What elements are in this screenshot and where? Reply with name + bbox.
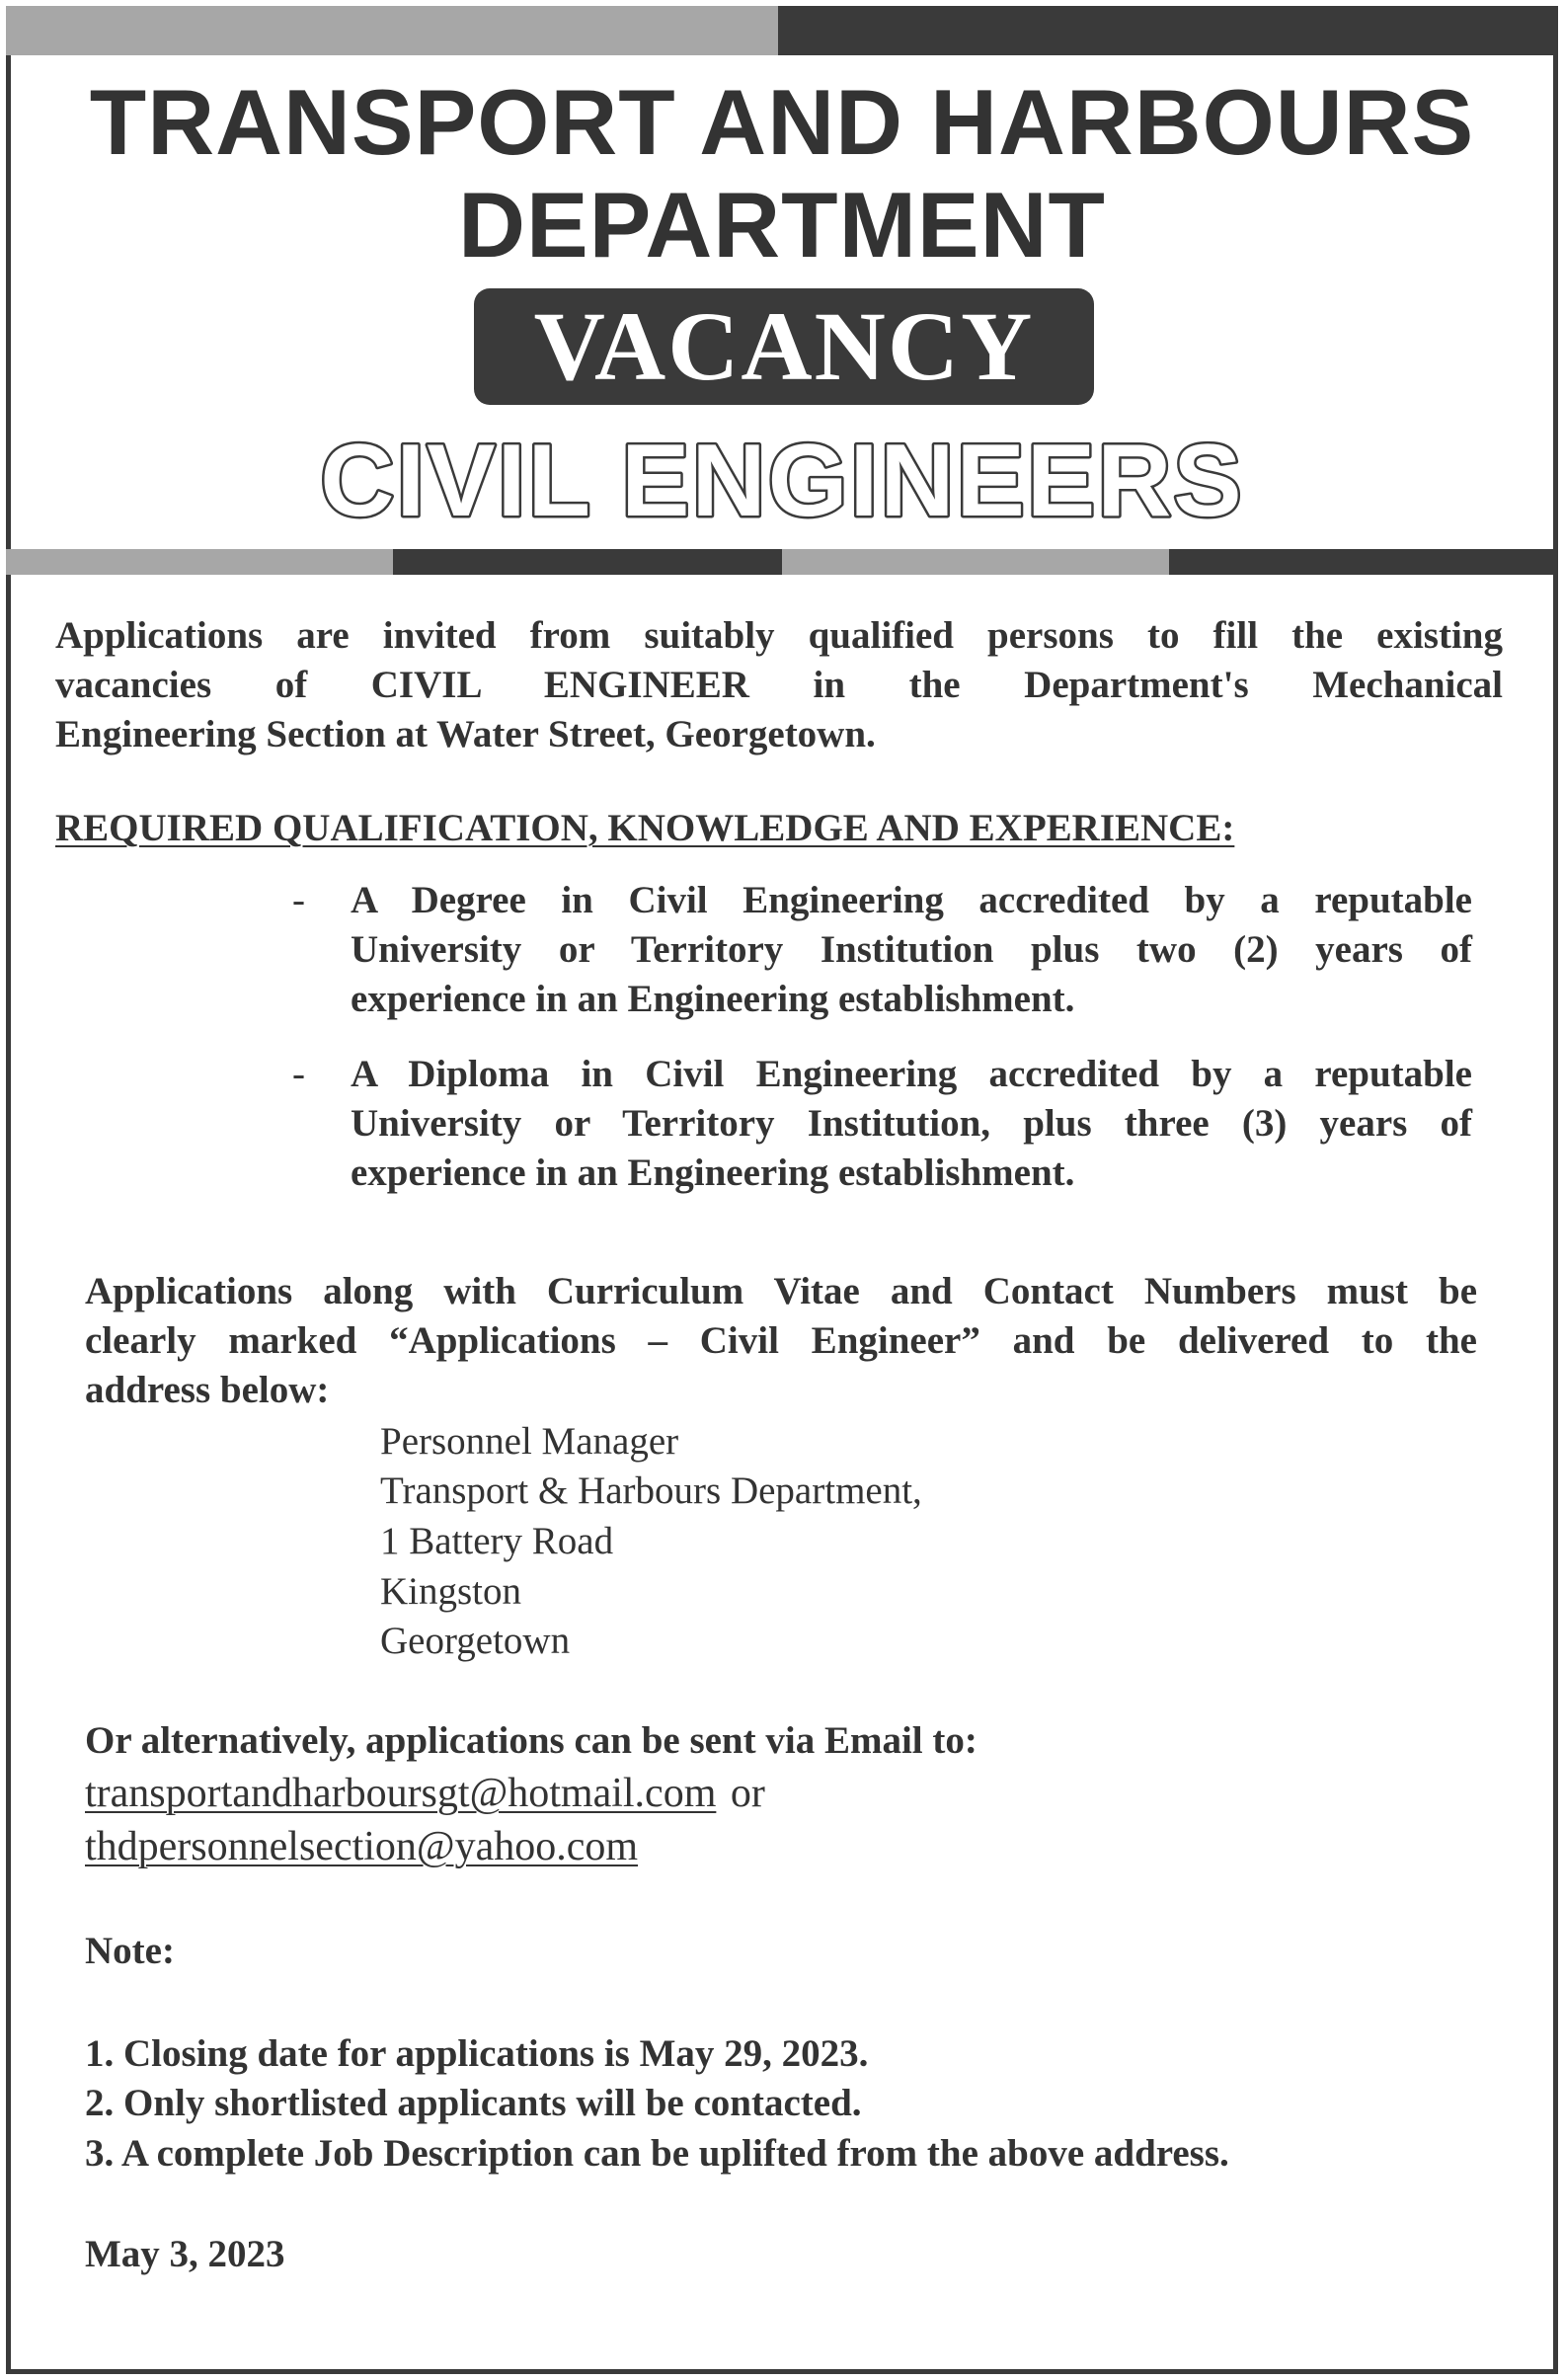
position-title-text: CIVIL ENGINEERS (320, 424, 1244, 538)
requirement-2-line-2: University or Territory Institution, plus three (3) years of (351, 1102, 1472, 1145)
address-district: Kingston (380, 1570, 522, 1613)
note-item-job-description: 3. A complete Job Description can be uplifted from the above address. (85, 2132, 1229, 2175)
intro-line-2: vacancies of CIVIL ENGINEER in the Department's Mechanical (55, 664, 1503, 706)
divider-segment-2 (393, 549, 782, 575)
bullet-marker: - (292, 879, 305, 921)
email-link-hotmail[interactable]: transportandharboursgt@hotmail.com (85, 1771, 717, 1816)
email-line-1 (85, 1768, 765, 1819)
intro-line-1: Applications are invited from suitably qualified persons to fill the existing (55, 614, 1503, 657)
note-item-closing-date: 1. Closing date for applications is May 29, 2023. (85, 2032, 869, 2075)
org-name-line1: TRANSPORT AND HARBOURS (89, 70, 1475, 174)
address-recipient: Personnel Manager (380, 1420, 679, 1463)
requirement-1-line-3: experience in an Engineering establishment. (351, 978, 1075, 1020)
address-street: 1 Battery Road (380, 1520, 614, 1562)
requirement-2-line-1: A Diploma in Civil Engineering accredited by a reputable (351, 1053, 1472, 1095)
top-bar-light (6, 6, 778, 55)
divider-segment-4 (1169, 549, 1558, 575)
email-link-yahoo[interactable]: thdpersonnelsection@yahoo.com (85, 1824, 639, 1869)
divider-segment-1 (6, 549, 393, 575)
email-line-2 (85, 1821, 638, 1872)
address-organization: Transport & Harbours Department, (380, 1469, 922, 1512)
intro-line-3: Engineering Section at Water Street, Georgetown. (55, 713, 876, 755)
address-city: Georgetown (380, 1620, 571, 1662)
publication-date: May 3, 2023 (85, 2233, 285, 2275)
top-bar-dark (778, 6, 1558, 55)
email-connector: or (730, 1771, 765, 1816)
submission-line-2: clearly marked “Applications – Civil Engineer” and be delivered to the (85, 1319, 1477, 1362)
divider-segment-3 (782, 549, 1169, 575)
org-name-line2: DEPARTMENT (458, 173, 1106, 277)
requirement-1-line-1: A Degree in Civil Engineering accredited by a reputable (351, 879, 1472, 921)
email-intro: Or alternatively, applications can be sent via Email to: (85, 1719, 978, 1762)
vacancy-banner: VACANCY (474, 288, 1094, 405)
requirement-1-line-2: University or Territory Institution plus two (2) years of (351, 928, 1472, 971)
position-title-svg (0, 415, 1564, 543)
requirements-heading: REQUIRED QUALIFICATION, KNOWLEDGE AND EXPERIENCE: (55, 807, 1235, 849)
note-heading: Note: (85, 1930, 175, 1972)
bullet-marker: - (292, 1053, 305, 1095)
requirement-2-line-3: experience in an Engineering establishment. (351, 1151, 1075, 1194)
submission-line-3: address below: (85, 1369, 330, 1411)
note-item-shortlisted: 2. Only shortlisted applicants will be contacted. (85, 2082, 862, 2124)
submission-line-1: Applications along with Curriculum Vitae and Contact Numbers must be (85, 1270, 1477, 1312)
